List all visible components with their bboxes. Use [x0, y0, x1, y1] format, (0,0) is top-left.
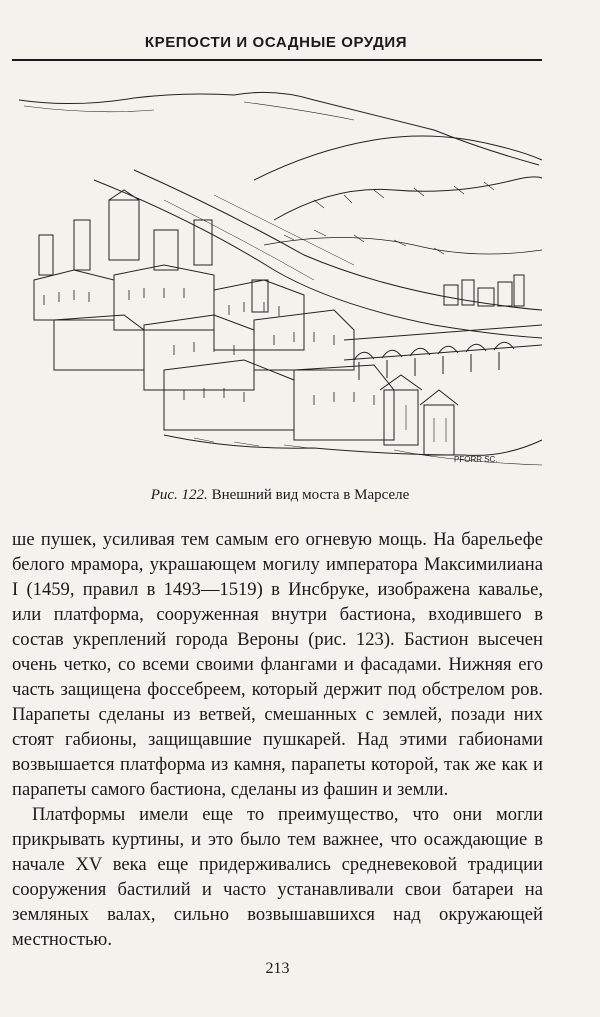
running-header: КРЕПОСТИ И ОСАДНЫЕ ОРУДИЯ	[144, 34, 408, 51]
engraving-figure	[14, 70, 544, 470]
header-rule	[12, 59, 542, 61]
body-text	[12, 527, 543, 952]
caption-number: Рис. 122.	[150, 487, 208, 503]
page-number: 213	[265, 960, 290, 977]
bridge-engraving	[14, 70, 544, 470]
caption-text: Внешний вид моста в Марселе	[211, 487, 410, 503]
paragraph: ше пушек, усиливая тем самым его огневую мощь. На барельефе белого мрамора, украшающем могилу императора Максимилиана I (1459, правил в 1493—1519) в Инсбруке, изображена кавалье, или платформа, сооруженная внутри бастиона, входившего в состав укреплений города Вероны (рис. 123). Бастион высечен очень четко, со всеми своими флангами и фасадами. Нижняя его часть защищена фоссебреем, который держит под обстрелом ров. Парапеты сделаны из ветвей, смешанных с землей, позади них стоят габионы, защищавшие пушкарей. Над этими габионами возвышается платформа из камня, парапеты которой, так же как и парапеты самого бастиона, сделаны из фашин и земли.	[12, 529, 543, 800]
engraver-signature: PFORR SC.	[454, 455, 498, 464]
figure-caption	[0, 487, 560, 504]
paragraph: Платформы имели еще то преимущество, что они могли прикрывать куртины, и это было тем важнее, что осаждающие в начале XV века еще придерживались средневековой традиции сооружения бастилий и часто устанавливали свои батареи на земляных валах, сильно возвышавшихся над окружающей местностью.	[12, 804, 543, 950]
